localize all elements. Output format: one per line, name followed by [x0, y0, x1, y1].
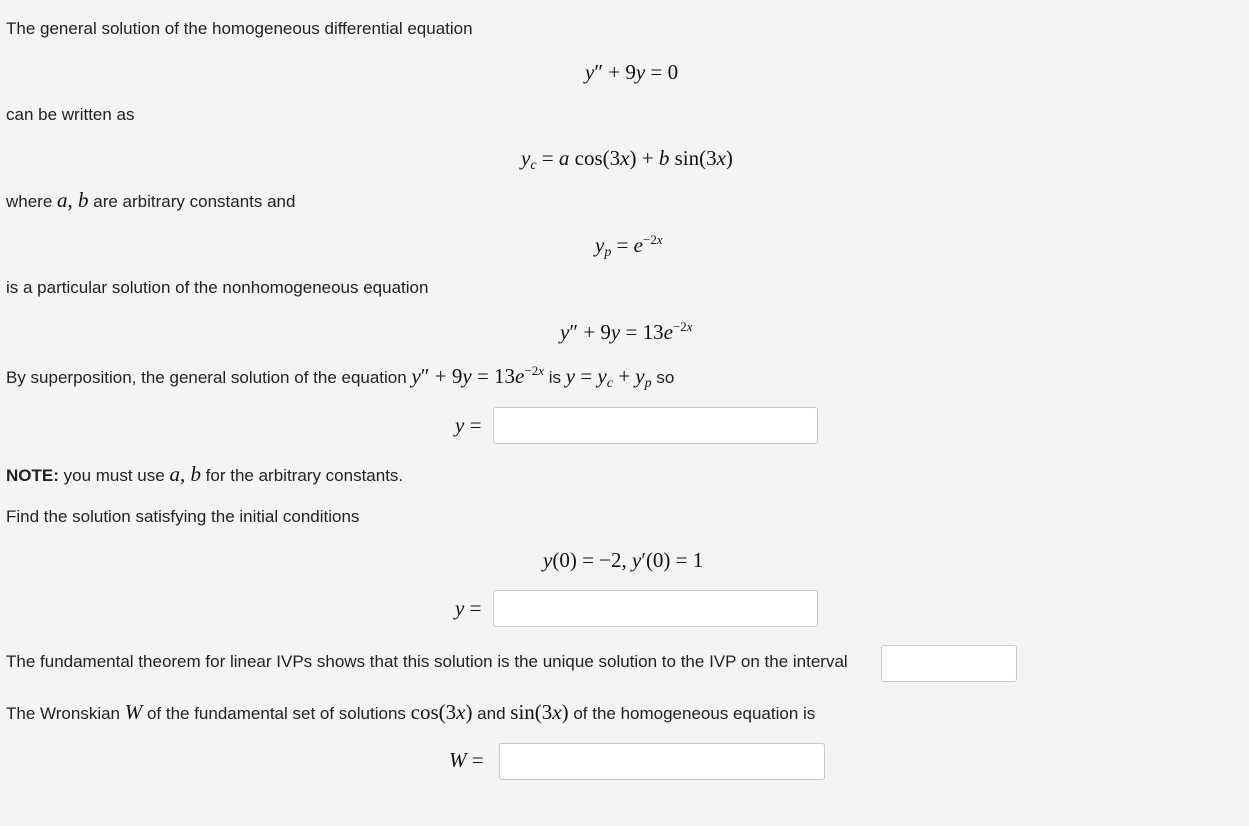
- note-pre: you must use: [58, 466, 170, 485]
- particular-label: is a particular solution of the nonhomogeneous equation: [6, 278, 429, 297]
- where-b: b: [78, 188, 89, 212]
- interval-input[interactable]: [881, 645, 1017, 682]
- note-b: b: [190, 462, 201, 486]
- nonhomogeneous-equation: $y'' + 9y = 13e^{-2x}$: [560, 319, 693, 344]
- complementary-solution-equation: $y_c = a$ cos(3x) + b sin(3x): [521, 146, 733, 173]
- wronskian-pre: The Wronskian: [6, 704, 125, 723]
- wronskian-symbol: W: [124, 700, 143, 724]
- wronskian-mid: of the fundamental set of solutions: [142, 704, 411, 723]
- where-comma: ,: [67, 188, 79, 212]
- wronskian-input[interactable]: [499, 743, 825, 780]
- can-be-written-text: [6, 105, 135, 125]
- wronskian-label: W =: [449, 748, 484, 772]
- note-post: for the arbitrary constants.: [200, 466, 404, 485]
- note-comma: ,: [179, 462, 191, 486]
- sin-function: sin(3x): [510, 700, 569, 724]
- theorem-label: The fundamental theorem for linear IVPs shows that this solution is the unique solution to the IVP on the interval: [6, 652, 848, 671]
- can-be-written-label: can be written as: [6, 105, 135, 124]
- cos-function: cos(3x): [410, 700, 473, 724]
- wronskian-post: of the homogeneous equation is: [568, 704, 816, 723]
- ivp-solution-input[interactable]: [493, 590, 818, 627]
- superposition-text: [6, 363, 675, 391]
- where-post: are arbitrary constants and: [88, 192, 296, 211]
- superposition-pre: By superposition, the general solution of the equation: [6, 368, 412, 387]
- find-solution-label: Find the solution satisfying the initial conditions: [6, 507, 360, 526]
- particular-solution-equation: $y_p = e^{-2x}$: [595, 232, 663, 260]
- note-text: [6, 464, 403, 486]
- wronskian-and: and: [472, 704, 511, 723]
- intro-label: The general solution of the homogeneous differential equation: [6, 19, 473, 38]
- intro-text: [6, 19, 473, 39]
- superposition-is: is: [544, 368, 566, 387]
- where-a: a: [57, 188, 68, 212]
- wronskian-text: [6, 702, 815, 724]
- find-solution-text: [6, 507, 359, 527]
- where-text: [6, 190, 295, 212]
- note-bold: NOTE:: [6, 466, 59, 485]
- homogeneous-equation: y″ + 9y = 0: [585, 60, 679, 84]
- general-solution-input[interactable]: [493, 407, 818, 444]
- particular-text: [6, 278, 428, 298]
- superposition-so: so: [651, 368, 675, 387]
- where-pre: where: [6, 192, 58, 211]
- general-solution-label: y =: [455, 413, 482, 437]
- superposition-sum: $y = y_c + y_p$: [565, 364, 652, 391]
- superposition-equation: $y'' + 9y = 13e^{-2x}$: [411, 363, 544, 388]
- note-a: a: [169, 462, 180, 486]
- theorem-text: [6, 652, 848, 672]
- ivp-solution-label: y =: [455, 596, 482, 620]
- initial-conditions-equation: y(0) = −2, y′(0) = 1: [543, 548, 704, 572]
